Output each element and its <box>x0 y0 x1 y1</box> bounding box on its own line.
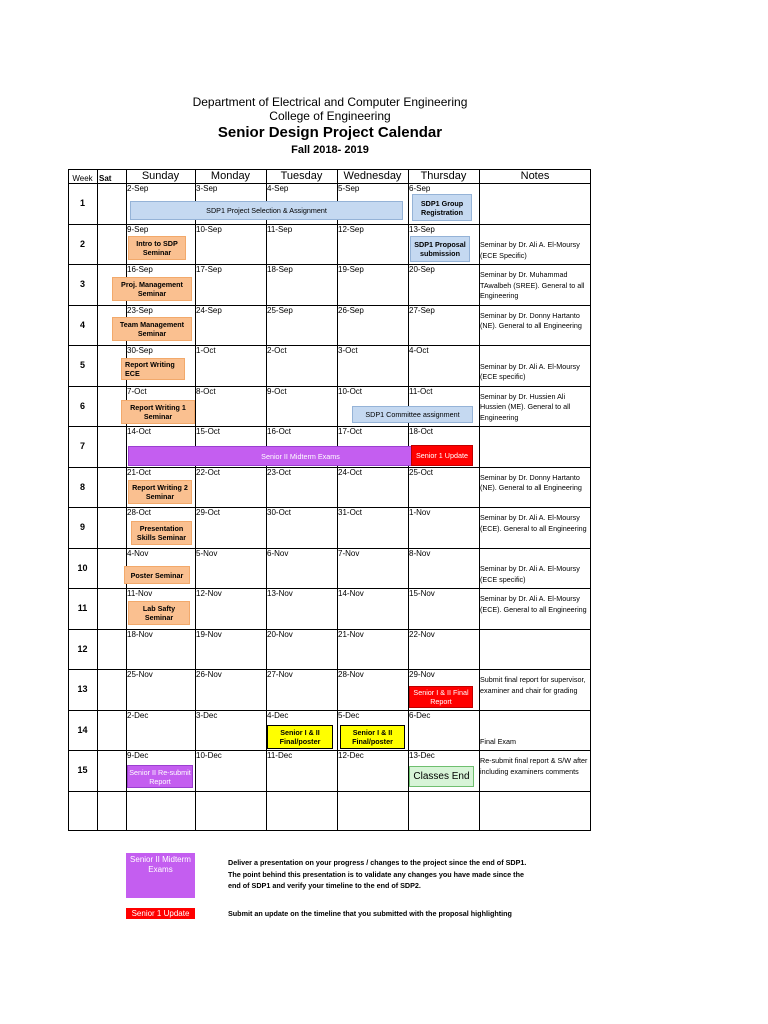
day-date: 11-Nov <box>127 589 153 598</box>
day-date: 23-Sep <box>127 305 153 315</box>
day-date: 5-Nov <box>196 548 218 558</box>
event-intro-sdp: Intro to SDP Seminar <box>128 236 186 260</box>
day-date: 24-Sep <box>196 305 222 315</box>
day-date: 26-Sep <box>338 305 364 315</box>
day-date: 30-Oct <box>267 508 292 517</box>
day-date: 11-Oct <box>409 386 433 396</box>
event-senior2-midterm: Senior II Midterm Exams <box>128 446 473 466</box>
day-date: 1-Oct <box>196 346 216 355</box>
event-classes-end: Classes End <box>409 766 474 787</box>
day-date: 10-Sep <box>196 224 222 234</box>
event-final-report: Senior I & II Final Report <box>409 686 473 708</box>
day-date: 14-Nov <box>338 589 364 598</box>
day-date: 16-Sep <box>127 265 153 274</box>
day-date: 23-Oct <box>267 467 292 477</box>
week-note: Final Exam <box>480 736 516 746</box>
day-date: 13-Sep <box>409 224 435 234</box>
week-note: Submit final report for supervisor, examiner and chair for grading <box>480 675 586 695</box>
day-date: 8-Oct <box>196 386 216 396</box>
legend-senior2-midterm-text: Deliver a presentation on your progress / changes to the project since the end of SDP1. The point behind this presentation is to validate any changes you have made since the end of SDP1 and verify your timeline to the end of SDP2. <box>228 858 527 890</box>
day-date: 3-Sep <box>196 184 218 193</box>
day-date: 25-Oct <box>409 467 434 477</box>
day-date: 6-Sep <box>409 184 431 193</box>
day-date: 22-Nov <box>409 629 435 639</box>
week-number: 9 <box>79 522 85 532</box>
day-date: 1-Nov <box>409 508 431 517</box>
day-date: 6-Dec <box>409 710 431 720</box>
day-date: 4-Sep <box>267 184 289 193</box>
week-number: 3 <box>79 279 85 289</box>
day-date: 9-Dec <box>127 751 149 760</box>
week-note: Seminar by Dr. Ali A. El-Moursy (ECE specific) <box>480 564 580 584</box>
grid-vline <box>590 169 591 831</box>
day-date: 12-Sep <box>338 224 364 234</box>
col-wednesday: Wednesday <box>343 170 402 182</box>
day-date: 18-Oct <box>409 427 434 436</box>
day-date: 5-Dec <box>338 710 360 720</box>
week-note: Seminar by Dr. Ali A. El-Moursy (ECE). General to all Engineering <box>480 513 587 533</box>
week-number: 1 <box>79 198 85 208</box>
day-date: 13-Dec <box>409 751 435 760</box>
day-date: 25-Nov <box>127 670 153 679</box>
day-date: 11-Sep <box>267 224 293 234</box>
col-tuesday: Tuesday <box>280 170 323 182</box>
day-date: 7-Oct <box>127 386 147 396</box>
col-week: Week <box>72 174 93 183</box>
event-sdp1-committee: SDP1 Committee assignment <box>352 406 473 423</box>
day-date: 18-Sep <box>267 265 293 274</box>
week-note: Seminar by Dr. Donny Hartanto (NE). General to all Engineering <box>480 472 582 492</box>
week-note: Re-submit final report & S/W after including examiners comments <box>480 756 588 776</box>
day-date: 2-Oct <box>267 346 287 355</box>
week-number: 5 <box>79 360 85 370</box>
day-date: 20-Sep <box>409 265 435 274</box>
grid-hline <box>68 830 591 831</box>
day-date: 29-Oct <box>196 508 221 517</box>
day-date: 15-Oct <box>196 427 221 436</box>
event-sdp1-selection: SDP1 Project Selection & Assignment <box>130 201 403 220</box>
event-proj-mgmt: Proj. Management Seminar <box>112 277 192 301</box>
grid-vline <box>97 169 98 831</box>
legend-senior2-midterm: Senior II Midterm Exams <box>126 853 195 898</box>
day-date: 25-Sep <box>267 305 293 315</box>
week-number: 4 <box>79 319 85 330</box>
event-report-ece: Report Writing ECE <box>121 358 185 380</box>
legend-senior1-update: Senior 1 Update <box>126 908 195 919</box>
day-date: 31-Oct <box>338 508 363 517</box>
grid-vline <box>479 169 480 831</box>
day-date: 29-Nov <box>409 670 435 679</box>
day-date: 11-Dec <box>267 751 293 760</box>
day-date: 12-Nov <box>196 589 222 598</box>
day-date: 7-Nov <box>338 548 360 558</box>
day-date: 15-Nov <box>409 589 435 598</box>
event-senior1-update: Senior 1 Update <box>411 445 473 466</box>
day-date: 14-Oct <box>127 427 152 436</box>
day-date: 3-Dec <box>196 710 218 720</box>
event-resubmit: Senior II Re-submit Report <box>127 765 193 788</box>
event-poster: Poster Seminar <box>124 566 190 584</box>
day-date: 28-Nov <box>338 670 364 679</box>
week-note: Seminar by Dr. Donny Hartanto (NE). General to all Engineering <box>480 310 582 330</box>
week-number: 12 <box>77 643 88 654</box>
term-label: Fall 2018- 2019 <box>291 144 369 156</box>
week-note: Seminar by Dr. Hussien Ali Hussien (ME). General to all Engineering <box>480 391 571 422</box>
col-sat: Sat <box>99 174 112 183</box>
day-date: 12-Dec <box>338 751 364 760</box>
day-date: 27-Nov <box>267 670 293 679</box>
week-note: Seminar by Dr. Ali A. El-Moursy (ECE specific) <box>480 361 580 381</box>
day-date: 13-Nov <box>267 589 293 598</box>
day-date: 20-Nov <box>267 629 293 639</box>
grid-hline <box>68 169 591 170</box>
week-note: Seminar by Dr. Ali A. El-Moursy (ECE Specific) <box>480 240 580 260</box>
day-date: 18-Nov <box>127 629 153 639</box>
day-date: 3-Oct <box>338 346 358 355</box>
day-date: 4-Dec <box>267 710 289 720</box>
col-sunday: Sunday <box>141 170 180 182</box>
week-note: Seminar by Dr. Muhammad TAwalbeh (SREE). General to all Engineering <box>480 270 585 300</box>
col-thursday: Thursday <box>420 170 467 182</box>
day-date: 21-Nov <box>338 629 364 639</box>
day-date: 2-Dec <box>127 710 149 720</box>
day-date: 19-Sep <box>338 265 364 274</box>
day-date: 21-Oct <box>127 467 152 477</box>
week-number: 2 <box>79 238 85 249</box>
week-number: 6 <box>79 400 85 411</box>
day-date: 4-Nov <box>127 548 149 558</box>
day-date: 26-Nov <box>196 670 222 679</box>
day-date: 10-Dec <box>196 751 222 760</box>
week-number: 7 <box>79 441 85 451</box>
day-date: 5-Sep <box>338 184 360 193</box>
day-date: 22-Oct <box>196 467 221 477</box>
day-date: 27-Sep <box>409 305 435 315</box>
event-report-2: Report Writing 2 Seminar <box>128 480 192 504</box>
grid-hline <box>68 791 591 792</box>
day-date: 10-Oct <box>338 386 363 396</box>
day-date: 8-Nov <box>409 548 431 558</box>
week-number: 15 <box>77 765 88 775</box>
legend-senior1-update-text: Submit an update on the timeline that you submitted with the proposal highlighting <box>228 909 512 918</box>
day-date: 6-Nov <box>267 548 289 558</box>
week-number: 10 <box>77 562 88 573</box>
event-final-poster-wed: Senior I & II Final/poster <box>340 725 405 749</box>
week-note: Seminar by Dr. Ali A. El-Moursy (ECE). General to all Engineering <box>480 594 587 614</box>
event-report-1: Report Writing 1 Seminar <box>121 400 195 424</box>
day-date: 2-Sep <box>127 184 149 193</box>
day-date: 28-Oct <box>127 508 152 517</box>
day-date: 24-Oct <box>338 467 363 477</box>
col-notes: Notes <box>520 170 550 182</box>
event-final-poster-tue: Senior I & II Final/poster <box>267 725 333 749</box>
page-title: Senior Design Project Calendar <box>217 124 443 141</box>
event-team-mgmt: Team Management Seminar <box>112 317 192 341</box>
week-number: 13 <box>77 684 88 694</box>
header-department: Department of Electrical and Computer Engineering <box>192 95 468 109</box>
event-lab-safety: Lab Safty Seminar <box>128 601 190 625</box>
day-date: 17-Oct <box>338 427 363 436</box>
col-monday: Monday <box>210 170 251 182</box>
day-date: 17-Sep <box>196 265 222 274</box>
week-number: 14 <box>77 724 88 735</box>
day-date: 9-Sep <box>127 224 149 234</box>
day-date: 30-Sep <box>127 346 153 355</box>
event-sdp1-group: SDP1 Group Registration <box>412 194 472 221</box>
day-date: 4-Oct <box>409 346 429 355</box>
event-sdp1-proposal: SDP1 Proposal submission <box>410 236 470 262</box>
week-number: 8 <box>79 481 85 492</box>
week-number: 11 <box>77 603 88 613</box>
event-presentation: Presentation Skills Seminar <box>131 521 192 545</box>
header-college: College of Engineering <box>269 109 391 123</box>
day-date: 19-Nov <box>196 629 222 639</box>
day-date: 16-Oct <box>267 427 292 436</box>
day-date: 9-Oct <box>267 386 287 396</box>
